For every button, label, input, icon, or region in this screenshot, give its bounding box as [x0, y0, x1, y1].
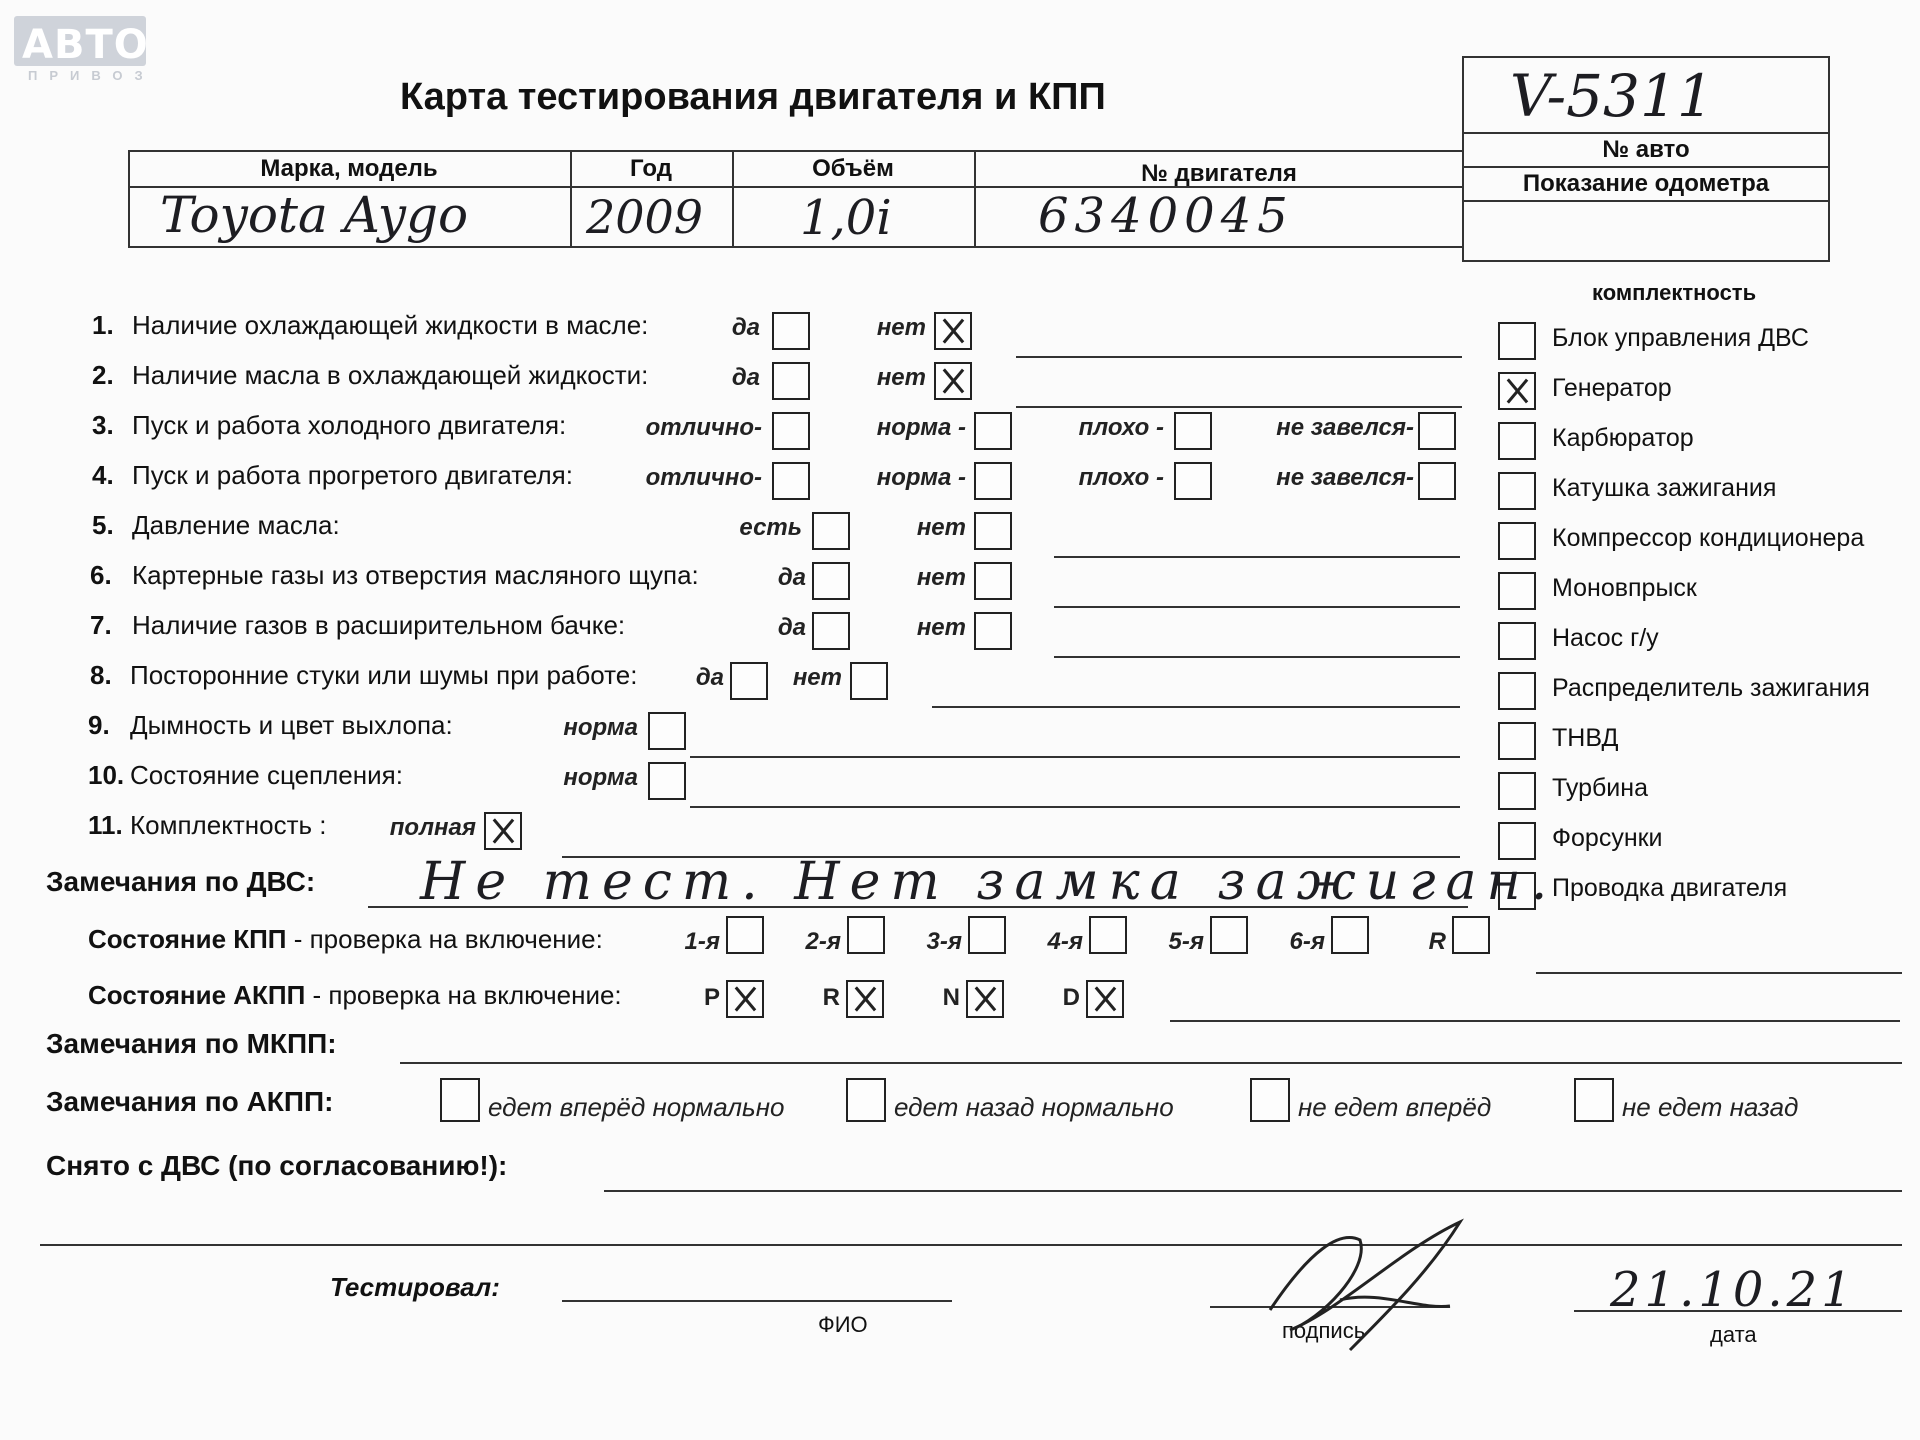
item-number: 7. — [90, 610, 112, 640]
item-number: 10. — [88, 760, 125, 790]
item-number: 6. — [90, 560, 112, 590]
page-title: Карта тестирования двигателя и КПП — [400, 76, 1106, 118]
item-checkbox[interactable] — [484, 812, 522, 850]
completeness-checkbox[interactable] — [1498, 672, 1536, 710]
item-option-label: да — [695, 664, 724, 691]
akpp-remark-checkbox[interactable] — [846, 1078, 886, 1122]
item-option-label: норма - — [876, 414, 966, 441]
kpp-gear-label: 2-я — [805, 928, 841, 955]
kpp-gear-checkbox[interactable] — [1452, 916, 1490, 954]
item-checkbox[interactable] — [934, 362, 972, 400]
item-checkbox[interactable] — [648, 712, 686, 750]
akpp-remark-checkbox[interactable] — [1250, 1078, 1290, 1122]
item-option-label: нет — [876, 364, 926, 391]
item-option-label: да — [731, 314, 760, 341]
item-checkbox[interactable] — [974, 562, 1012, 600]
akpp-remark-label: не едет назад — [1622, 1092, 1799, 1122]
kpp-gear-label: R — [1428, 928, 1446, 955]
item-option-label: плохо - — [1078, 464, 1164, 491]
completeness-checkbox[interactable] — [1498, 372, 1536, 410]
item-number: 8. — [90, 660, 112, 690]
item-checkbox[interactable] — [1418, 412, 1456, 450]
year-label: Год — [630, 155, 672, 182]
make-label: Марка, модель — [260, 155, 438, 182]
akpp-remark-label: едет назад нормально — [894, 1092, 1174, 1122]
item-label: Пуск и работа холодного двигателя: — [132, 410, 567, 440]
item-number: 3. — [92, 410, 114, 440]
completeness-item-label: Турбина — [1552, 774, 1648, 802]
date-label: дата — [1710, 1322, 1757, 1347]
completeness-checkbox[interactable] — [1498, 722, 1536, 760]
item-option-label: норма — [563, 714, 638, 741]
volume-value: 1,0i — [800, 190, 892, 246]
item-number: 2. — [92, 360, 114, 390]
remarks-mkpp-label: Замечания по МКПП: — [46, 1028, 337, 1059]
item-label: Посторонние стуки или шумы при работе: — [130, 660, 638, 690]
item-option-label: нет — [792, 664, 842, 691]
engine-number-label: № двигателя — [1141, 160, 1297, 187]
item-option-label: полная — [389, 814, 476, 841]
item-option-label: норма - — [876, 464, 966, 491]
item-label: Состояние сцепления: — [130, 760, 403, 790]
completeness-item-label: Проводка двигателя — [1552, 874, 1788, 902]
item-option-label: норма — [563, 764, 638, 791]
item-option-label: плохо - — [1078, 414, 1164, 441]
item-option-label: есть — [739, 514, 802, 541]
completeness-item-label: Распределитель зажигания — [1552, 674, 1870, 702]
item-label: Картерные газы из отверстия масляного щупа: — [132, 560, 699, 590]
car-number-value: V-5311 — [1510, 62, 1714, 130]
akpp-gear-label: P — [703, 984, 720, 1011]
kpp-gear-label: 1-я — [684, 928, 720, 955]
akpp-remark-checkbox[interactable] — [1574, 1078, 1614, 1122]
logo-sub: ПРИВОЗ — [28, 68, 155, 83]
completeness-checkbox[interactable] — [1498, 622, 1536, 660]
item-label: Пуск и работа прогретого двигателя: — [132, 460, 573, 490]
completeness-checkbox[interactable] — [1498, 472, 1536, 510]
completeness-item-label: Карбюратор — [1552, 424, 1694, 452]
completeness-item-label: Катушка зажигания — [1552, 474, 1777, 502]
item-number: 1. — [92, 310, 114, 340]
item-label: Наличие газов в расширительном бачке: — [132, 610, 626, 640]
akpp-gear-checkbox[interactable] — [1086, 980, 1124, 1018]
completeness-item-label: Генератор — [1552, 374, 1672, 402]
item-checkbox[interactable] — [850, 662, 888, 700]
kpp-label: Состояние КПП - проверка на включение: — [88, 924, 603, 954]
completeness-checkbox[interactable] — [1498, 572, 1536, 610]
akpp-gear-label: R — [822, 984, 840, 1011]
completeness-checkbox[interactable] — [1498, 772, 1536, 810]
item-number: 5. — [92, 510, 114, 540]
date-value: 21.10.21 — [1610, 1262, 1856, 1318]
removed-label: Снято с ДВС (по согласованию!): — [46, 1150, 508, 1181]
kpp-gear-label: 4-я — [1047, 928, 1083, 955]
remarks-engine-label: Замечания по ДВС: — [46, 866, 316, 897]
akpp-remark-checkbox[interactable] — [440, 1078, 480, 1122]
logo — [14, 16, 155, 83]
completeness-item-label: Моновпрыск — [1552, 574, 1697, 602]
item-option-label: отлично- — [645, 414, 762, 441]
completeness-item-label: Блок управления ДВС — [1552, 324, 1809, 352]
completeness-checkbox[interactable] — [1498, 422, 1536, 460]
item-option-label: да — [777, 614, 806, 641]
completeness-item-label: Насос г/у — [1552, 624, 1659, 652]
akpp-remark-label: едет вперёд нормально — [488, 1092, 785, 1122]
completeness-checkbox[interactable] — [1498, 522, 1536, 560]
item-label: Давление масла: — [132, 510, 340, 540]
item-label: Наличие охлаждающей жидкости в масле: — [132, 310, 649, 340]
item-number: 9. — [88, 710, 110, 740]
item-option-label: не завелся- — [1276, 464, 1414, 491]
akpp-remark-label: не едет вперёд — [1298, 1092, 1492, 1122]
akpp-gear-label: N — [942, 984, 960, 1011]
completeness-item-label: ТНВД — [1552, 724, 1619, 752]
completeness-title: комплектность — [1592, 280, 1757, 305]
item-checkbox[interactable] — [1418, 462, 1456, 500]
item-checkbox[interactable] — [974, 512, 1012, 550]
remarks-akpp-label: Замечания по АКПП: — [46, 1086, 334, 1117]
kpp-gear-label: 6-я — [1289, 928, 1325, 955]
item-option-label: не завелся- — [1276, 414, 1414, 441]
remarks-engine-value: Не тест. Нет замка зажиган. — [420, 852, 1558, 912]
tested-label: Тестировал: — [330, 1272, 500, 1302]
kpp-gear-label: 5-я — [1168, 928, 1204, 955]
item-label: Комплектность : — [130, 810, 327, 840]
item-number: 11. — [88, 810, 123, 840]
completeness-checkbox[interactable] — [1498, 322, 1536, 360]
item-option-label: нет — [876, 314, 926, 341]
item-option-label: нет — [916, 564, 966, 591]
item-number: 4. — [92, 460, 114, 490]
akpp-gear-label: D — [1062, 984, 1080, 1011]
akpp-label: Состояние АКПП - проверка на включение: — [88, 980, 622, 1010]
item-label: Наличие масла в охлаждающей жидкости: — [132, 360, 649, 390]
item-checkbox[interactable] — [974, 612, 1012, 650]
signature-label: подпись — [1282, 1318, 1366, 1343]
logo-main: АВТО — [22, 22, 149, 68]
item-label: Дымность и цвет выхлопа: — [130, 710, 453, 740]
item-option-label: отлично- — [645, 464, 762, 491]
completeness-item-label: Компрессор кондиционера — [1552, 524, 1865, 552]
volume-label: Объём — [812, 155, 894, 182]
signature-image — [1250, 1210, 1480, 1360]
item-option-label: да — [731, 364, 760, 391]
completeness-item-label: Форсунки — [1552, 824, 1663, 852]
item-checkbox[interactable] — [934, 312, 972, 350]
name-label: ФИО — [818, 1312, 868, 1337]
item-option-label: нет — [916, 514, 966, 541]
item-option-label: нет — [916, 614, 966, 641]
car-number-label: № авто — [1602, 136, 1690, 163]
kpp-gear-label: 3-я — [926, 928, 962, 955]
odometer-label: Показание одометра — [1522, 170, 1770, 197]
item-checkbox[interactable] — [648, 762, 686, 800]
year-value: 2009 — [586, 190, 704, 244]
engine-number-value: 6340045 — [1038, 188, 1294, 244]
item-option-label: да — [777, 564, 806, 591]
make-value: Toyota Aygo — [160, 186, 469, 244]
